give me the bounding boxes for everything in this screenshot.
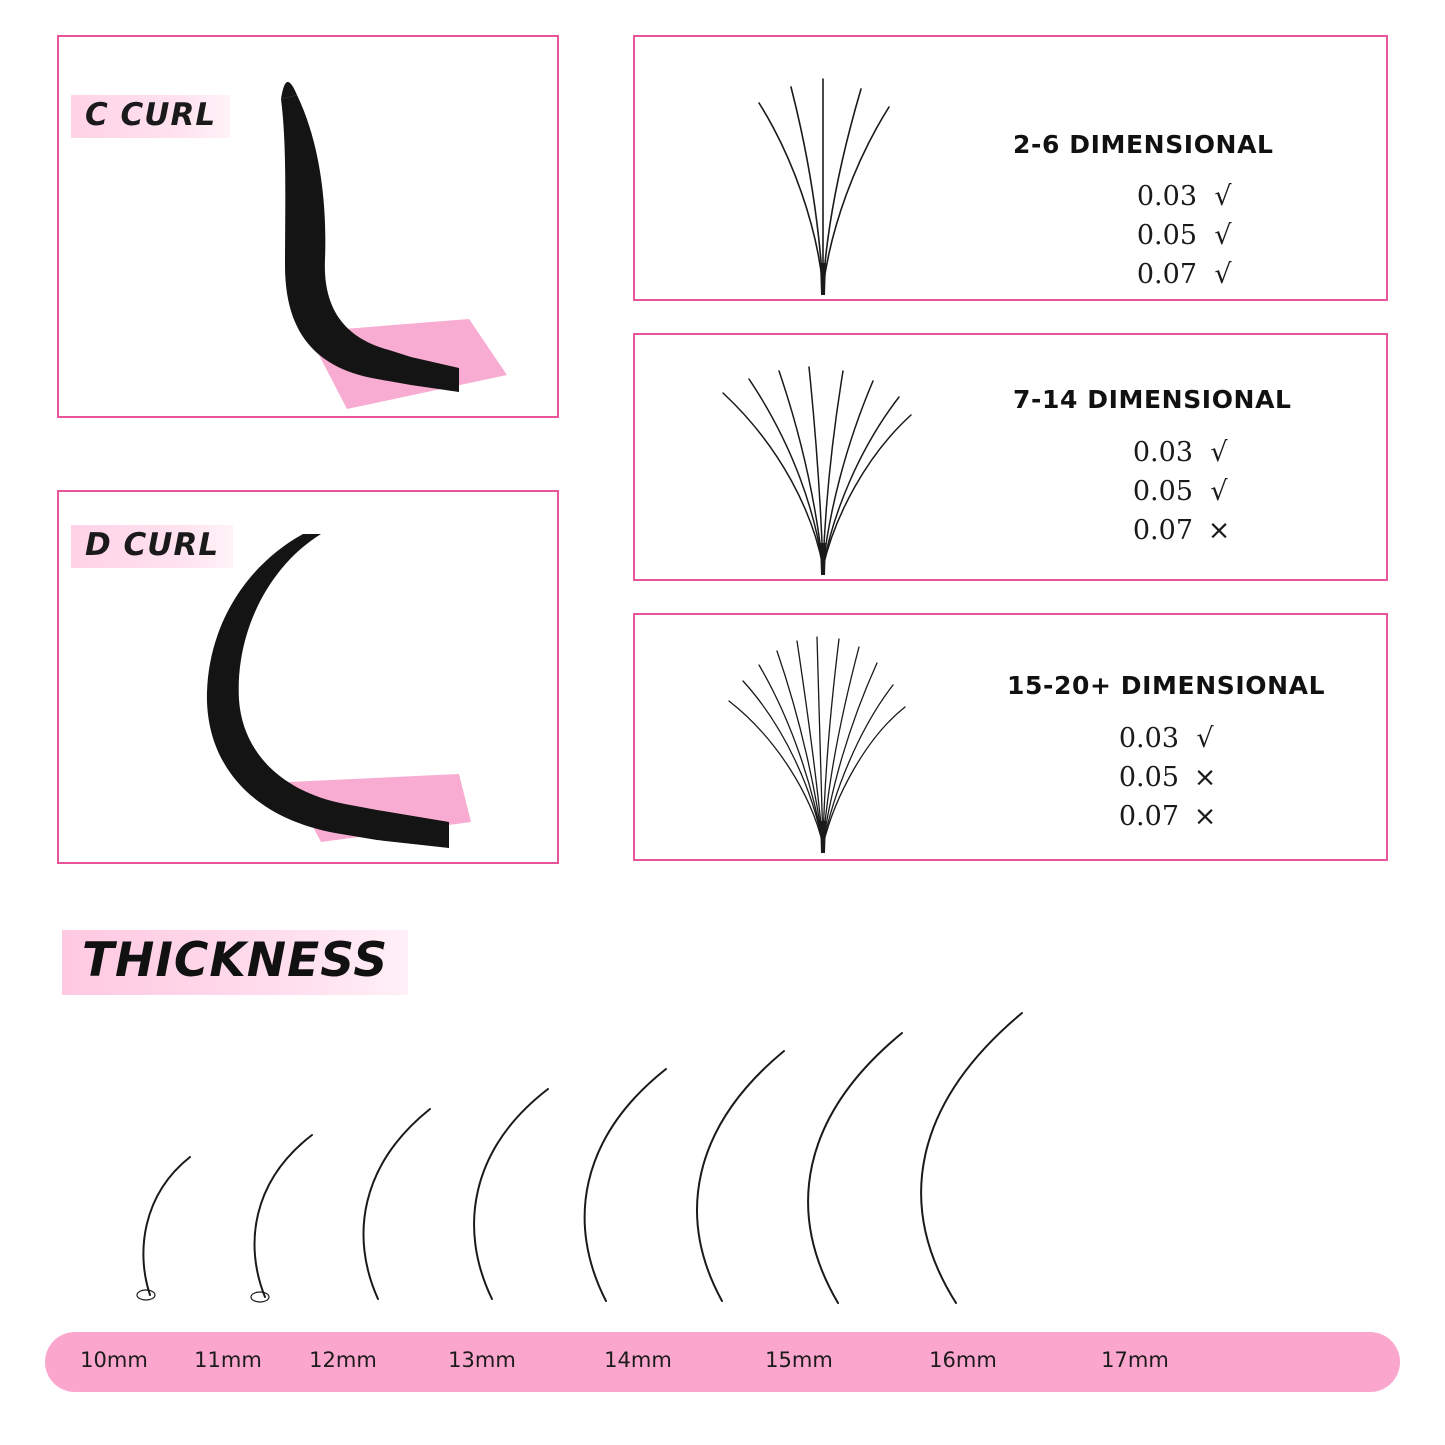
dimension-row: [1083, 797, 1231, 836]
dimension-value: 0.05: [1136, 220, 1197, 251]
d-curl-label: D CURL: [71, 525, 233, 568]
c-curl-illustration: [59, 37, 557, 416]
lash-curve-13mm: [474, 1089, 548, 1299]
dimension-row: [1097, 472, 1245, 511]
dimension-mark: √: [1214, 181, 1232, 212]
dimension-value: 0.07: [1136, 259, 1197, 290]
dimension-panel-7-14: [633, 333, 1388, 581]
length-label-3: 13mm: [448, 1348, 516, 1372]
dimension-value: 0.05: [1118, 762, 1179, 793]
dimension-mark: ×: [1193, 801, 1217, 832]
dimension-title-15-20: 15-20+ DIMENSIONAL: [1007, 671, 1326, 700]
lash-curve-16mm: [808, 1033, 902, 1303]
dimension-row: [1083, 758, 1231, 797]
dimension-rows-15-20: [1083, 719, 1231, 836]
dimension-row: [1101, 177, 1249, 216]
length-label-1: 11mm: [194, 1348, 262, 1372]
fan-2-6-icon: [663, 37, 963, 299]
dimension-panel-15-20: [633, 613, 1388, 861]
lash-curve-14mm: [585, 1069, 666, 1301]
dimension-panel-2-6: [633, 35, 1388, 301]
fan-7-14-icon: [663, 335, 963, 579]
length-label-4: 14mm: [604, 1348, 672, 1372]
dimension-row: [1101, 216, 1249, 255]
dimension-rows-2-6: [1101, 177, 1249, 294]
c-curl-label: C CURL: [71, 95, 230, 138]
dimension-value: 0.03: [1136, 181, 1197, 212]
length-label-6: 16mm: [929, 1348, 997, 1372]
dimension-row: [1097, 433, 1245, 472]
dimension-value: 0.03: [1132, 437, 1193, 468]
dimension-value: 0.07: [1132, 515, 1193, 546]
dimension-title-7-14: 7-14 DIMENSIONAL: [1013, 385, 1292, 414]
dimension-mark: √: [1210, 476, 1228, 507]
dimension-value: 0.03: [1118, 723, 1179, 754]
dimension-row: [1101, 255, 1249, 294]
dimension-rows-7-14: [1097, 433, 1245, 550]
dimension-mark: √: [1196, 723, 1214, 754]
dimension-mark: √: [1214, 259, 1232, 290]
dimension-row: [1097, 511, 1245, 550]
length-label-2: 12mm: [309, 1348, 377, 1372]
fan-15-20-icon: [663, 615, 963, 859]
dimension-title-2-6: 2-6 DIMENSIONAL: [1013, 130, 1274, 159]
lash-length-illustrations: [40, 985, 1440, 1325]
dimension-mark: ×: [1207, 515, 1231, 546]
dimension-mark: ×: [1193, 762, 1217, 793]
c-curl-panel: [57, 35, 559, 418]
lash-curve-10mm: [143, 1157, 190, 1295]
length-label-7: 17mm: [1101, 1348, 1169, 1372]
lash-curve-15mm: [697, 1051, 784, 1301]
dimension-row: [1083, 719, 1231, 758]
lash-curve-11mm: [255, 1135, 312, 1297]
dimension-value: 0.07: [1118, 801, 1179, 832]
dimension-mark: √: [1214, 220, 1232, 251]
length-label-0: 10mm: [80, 1348, 148, 1372]
length-label-5: 15mm: [765, 1348, 833, 1372]
dimension-mark: √: [1210, 437, 1228, 468]
d-curl-panel: [57, 490, 559, 864]
thickness-label: THICKNESS: [62, 930, 408, 995]
dimension-value: 0.05: [1132, 476, 1193, 507]
lash-curve-12mm: [363, 1109, 430, 1299]
lash-curve-17mm: [921, 1013, 1022, 1303]
